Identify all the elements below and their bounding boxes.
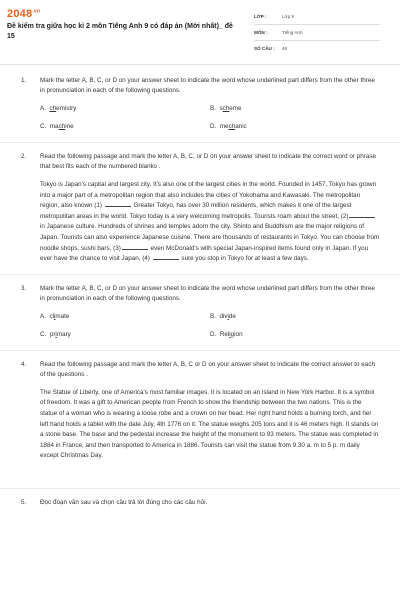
question-number: 1. (21, 77, 27, 84)
meta-count-label: SỐ CÂU : (254, 46, 275, 51)
passage-text: sure you stop in Tokyo for at least a few days. (181, 255, 309, 263)
option-letter: A. (40, 312, 46, 320)
option-underlined: i (55, 330, 57, 338)
meta-class-value: Lớp 9 (282, 14, 294, 19)
options-row (0, 331, 400, 341)
meta-subject (254, 30, 303, 35)
option-letter: C. (40, 123, 47, 130)
options-row (0, 105, 400, 115)
option-text: emistry (56, 105, 77, 112)
question-number: 5. (21, 498, 27, 506)
reading-passage (0, 180, 400, 265)
option-b[interactable] (210, 313, 236, 320)
logo-text: 2048 (7, 8, 33, 20)
option-underlined: i (54, 312, 56, 320)
question-2 (0, 152, 400, 172)
option-letter: D. (210, 123, 217, 130)
options-row (0, 123, 400, 133)
option-d[interactable] (210, 331, 243, 338)
question-number: 4. (21, 360, 27, 368)
option-underlined: i (227, 312, 229, 320)
option-text: s (219, 105, 223, 112)
meta-divider (254, 24, 380, 25)
option-text: mary (56, 330, 71, 338)
option-text: me (219, 123, 229, 130)
option-letter: A. (40, 105, 46, 112)
option-underlined: ch (58, 123, 66, 130)
passage-text: even McDonald's with special Japan-inspired items found only in Japan. If you ever have the chance to visit Japan, (4) (40, 244, 369, 263)
question-divider (0, 274, 400, 275)
question-number: 2. (21, 153, 27, 160)
option-c[interactable] (40, 331, 71, 338)
meta-divider (254, 40, 380, 41)
question-divider (0, 142, 400, 143)
blank-3[interactable] (122, 244, 148, 250)
question-text: Read the following passage and mark the letter A, B, C, or D on your answer sheet to indicate the correct word or phrase that best fits each of the numbered blanks . (40, 153, 377, 170)
document-title: Đề kiểm tra giữa học kì 2 môn Tiếng Anh 9 có đáp án (Mới nhất)_ đề 15 (7, 23, 233, 40)
reading-passage (0, 388, 400, 462)
option-text: gion (230, 330, 243, 338)
meta-subject-label: MÔN : (254, 30, 268, 35)
option-text: ma (49, 123, 59, 130)
meta-subject-value: Tiếng Anh (282, 30, 303, 35)
option-text: mate (55, 312, 70, 320)
passage-text: in Japanese culture. Hundreds of shrines and temples adorn the city. Shinto and Buddhism are the major religions of Japan. Tourists can also experience Japanese cuisine. There are thousands of restaurants in Tokyo. You can choose from noodle shops, sushi bars, (3) (40, 223, 380, 252)
document-header (0, 0, 400, 66)
option-text: de (228, 312, 236, 320)
option-letter: C. (40, 330, 47, 338)
question-text: Đọc đoạn văn sau và chọn câu trả lời đúng cho các câu hỏi. (40, 498, 208, 506)
question-text: Read the following passage and mark the letter A, B, C or D on your answer sheet to indicate the correct answer to each of the questions . (40, 360, 375, 378)
option-underlined: ch (222, 105, 230, 112)
header-divider (0, 64, 400, 65)
question-divider (0, 350, 400, 351)
blank-2[interactable] (349, 212, 375, 218)
option-letter: D. (210, 330, 217, 338)
question-1 (0, 76, 400, 96)
questions-list (0, 76, 400, 508)
option-text: Rel (219, 330, 230, 338)
question-text: Mark the letter A, B, C, or D on your answer sheet to indicate the word whose underlined part differs from the other three in pronunciation in each of the following questions. (40, 77, 375, 94)
option-text: ine (65, 123, 74, 130)
option-b[interactable] (210, 105, 242, 112)
option-letter: B. (210, 105, 216, 112)
option-underlined: ch (49, 105, 57, 112)
meta-class (254, 14, 294, 19)
option-d[interactable] (210, 123, 247, 130)
passage-text: Tokyo is Japan's capital and largest city. It's also one of the largest cities in the world. Founded in 1457, Tokyo has grown into a major part of a metropolitan region that also includes the cities of Yokohama and Kawasaki. The metropolitan region, also known (1) (40, 181, 377, 210)
meta-class-label: LỚP : (254, 14, 267, 19)
option-text: div (219, 312, 228, 320)
question-5 (0, 498, 400, 508)
passage-text: The Statue of Liberty, one of America's most familiar images. It is located on an island in New York Harbor. It is a symbol of freedom. It was a gift to American people from French to show the friendship between the two nations. This is the statue of a woman who is wearing a loose robe and a crown on her head. Her right hand holds a burning torch, and her left hand holds a tablet with the date July, 4th 1776 on it. The statue weighs 205 tons and it is 46 meters high. It stands on a stone base. The base and the pedestal increase the height of the monument to 93 meters. The statue was completed in 1884 in France, and then transported to America in 1886. Tourists can visit the statue from 9.30 a. m to 5 p. m daily except Christmas Day. (40, 388, 379, 460)
question-text: Mark the letter A, B, C, or D on your answer sheet to indicate the word whose underlined part differs from the other three in pronunciation in each of the following questions. (40, 284, 375, 302)
question-3 (0, 284, 400, 304)
option-underlined: i (229, 330, 231, 338)
option-text: anic (235, 123, 247, 130)
question-4 (0, 360, 400, 380)
logo-suffix: .vn (32, 8, 41, 15)
option-c[interactable] (40, 123, 74, 130)
site-logo[interactable] (7, 8, 40, 20)
option-underlined: ch (228, 123, 236, 130)
question-divider (0, 488, 400, 489)
option-text: cl (49, 312, 55, 320)
meta-count (254, 46, 287, 51)
option-text: pr (49, 330, 56, 338)
options-row (0, 313, 400, 323)
passage-text: Greater Tokyo, has over 30 million residents, which makes it one of the largest metropolitan areas in the world. Tokyo today is a very welcoming metropolis. Tourists roam about the street, (2) (40, 202, 352, 220)
blank-1[interactable] (105, 201, 131, 207)
blank-4[interactable] (153, 254, 179, 260)
option-letter: B. (210, 312, 216, 320)
option-a[interactable] (40, 105, 76, 112)
option-a[interactable] (40, 313, 69, 320)
option-text: eme (229, 105, 242, 112)
meta-count-value: 48 (282, 46, 288, 51)
question-number: 3. (21, 284, 27, 292)
